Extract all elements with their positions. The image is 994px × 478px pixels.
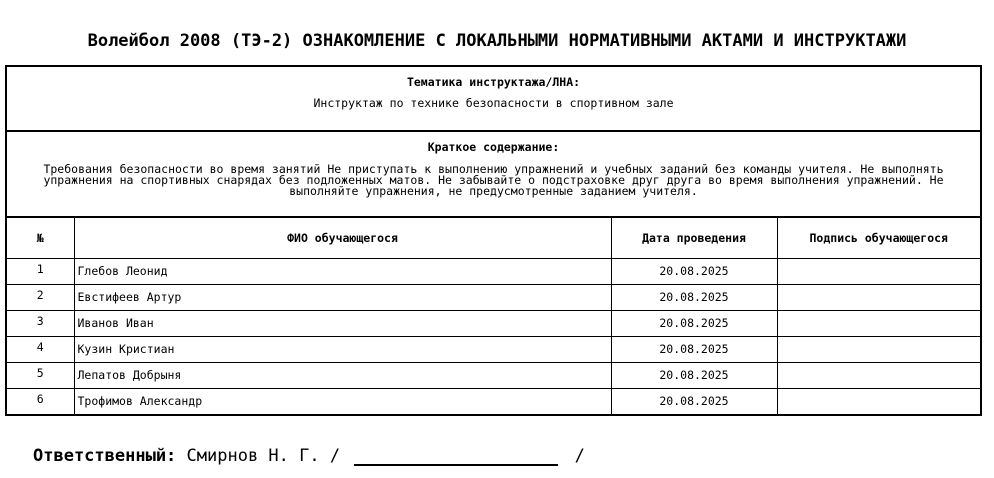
acknowledgement-sheet (5, 65, 982, 416)
summary-section (7, 132, 980, 218)
row-signature-cell[interactable] (777, 362, 980, 388)
row-date: 20.08.2025 (611, 362, 777, 388)
closing-slash: / (574, 446, 585, 466)
row-student-name: Глебов Леонид (74, 258, 611, 284)
header-signature: Подпись обучающегося (777, 218, 980, 258)
header-name: ФИО обучающегося (74, 218, 611, 258)
row-num: 3 (7, 310, 74, 336)
header-date: Дата проведения (611, 218, 777, 258)
row-date: 20.08.2025 (611, 284, 777, 310)
row-signature-cell[interactable] (777, 310, 980, 336)
row-student-name: Трофимов Александр (74, 388, 611, 414)
row-signature-cell[interactable] (777, 284, 980, 310)
row-num: 2 (7, 284, 74, 310)
table-row (7, 310, 980, 336)
table-row (7, 336, 980, 362)
topic-value: Инструктаж по технике безопасности в спортивном зале (313, 96, 674, 110)
row-student-name: Иванов Иван (74, 310, 611, 336)
students-table (7, 218, 980, 414)
responsible-signature-line[interactable] (354, 447, 558, 466)
row-num: 1 (7, 258, 74, 284)
table-header-row (7, 218, 980, 258)
topic-section (7, 67, 980, 132)
row-student-name: Евстифеев Артур (74, 284, 611, 310)
summary-text: Требования безопасности во время занятий Не приступать к выполнению упражнений и учебных заданий без команды учителя. Не выполнять упражнения на спортивных снарядах без подложенных матов. Не забывайте о подстраховке друг друга во время выполнения упражнений. Не выполняйте упражнения, не предусмотренные заданием учителя. (43, 162, 944, 198)
row-num: 4 (7, 336, 74, 362)
document-title: Волейбол 2008 (ТЭ-2) ОЗНАКОМЛЕНИЕ С ЛОКАЛЬНЫМИ НОРМАТИВНЫМИ АКТАМИ И ИНСТРУКТАЖИ (87, 31, 907, 51)
table-row (7, 258, 980, 284)
summary-label: Краткое содержание: (427, 140, 560, 154)
row-signature-cell[interactable] (777, 258, 980, 284)
header-num: № (7, 218, 74, 258)
row-num: 5 (7, 362, 74, 388)
responsible-name: Смирнов Н. Г. / (186, 446, 341, 466)
row-signature-cell[interactable] (777, 388, 980, 414)
row-signature-cell[interactable] (777, 336, 980, 362)
row-student-name: Лепатов Добрыня (74, 362, 611, 388)
row-student-name: Кузин Кристиан (74, 336, 611, 362)
row-date: 20.08.2025 (611, 388, 777, 414)
table-row (7, 284, 980, 310)
row-num: 6 (7, 388, 74, 414)
row-date: 20.08.2025 (611, 336, 777, 362)
topic-label: Тематика инструктажа/ЛНА: (406, 75, 581, 89)
responsible-footer (33, 446, 585, 466)
row-date: 20.08.2025 (611, 258, 777, 284)
table-row (7, 362, 980, 388)
row-date: 20.08.2025 (611, 310, 777, 336)
responsible-label: Ответственный: (33, 446, 177, 466)
table-row (7, 388, 980, 414)
